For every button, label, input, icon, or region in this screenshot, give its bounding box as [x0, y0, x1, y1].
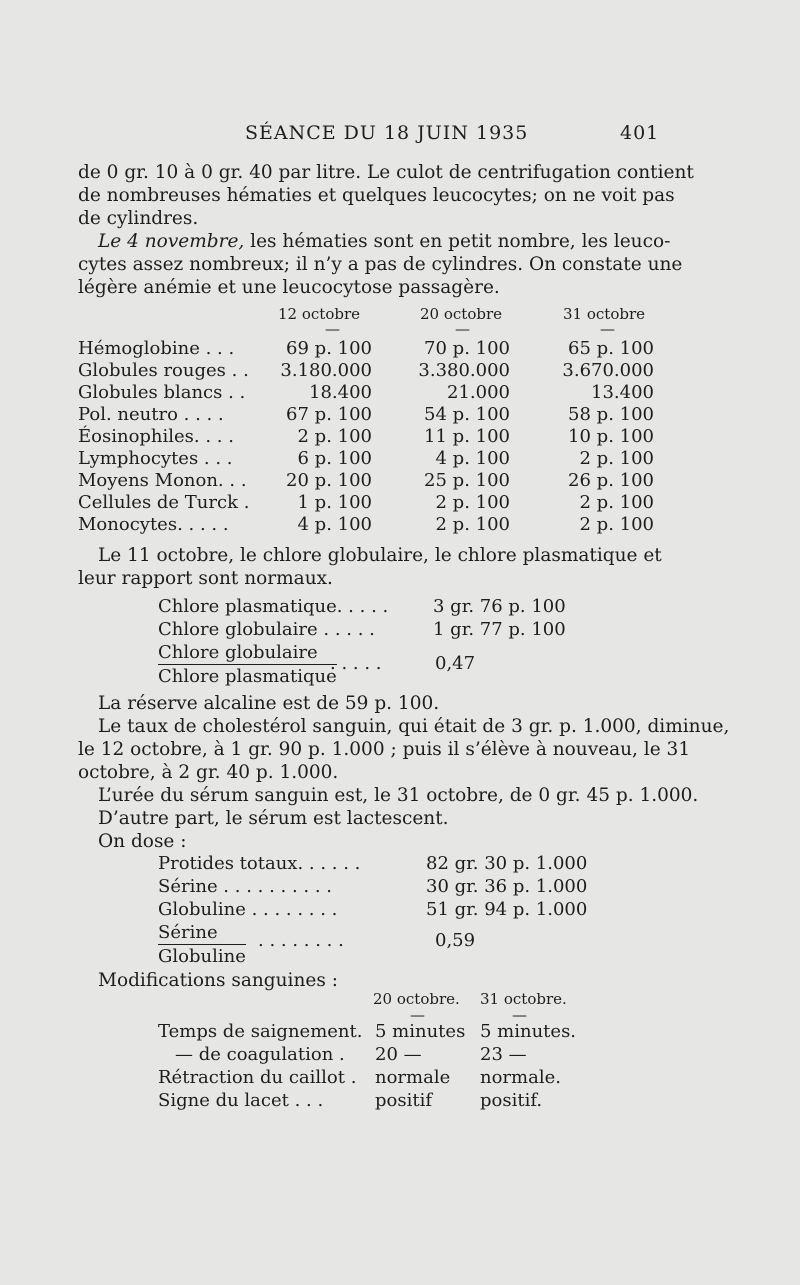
- protides-value: 82 gr. 30 p. 1.000: [426, 853, 588, 874]
- text-line: le 12 octobre, à 1 gr. 90 p. 1.000 ; puis il s’élève à nouveau, le 31: [78, 739, 691, 760]
- text-line: Le taux de cholestérol sanguin, qui était de 3 gr. p. 1.000, diminue,: [98, 716, 730, 737]
- header-dash: —: [512, 1006, 527, 1024]
- header-dash: —: [600, 320, 615, 338]
- text-line: [98, 231, 670, 253]
- cell: positif: [375, 1090, 433, 1111]
- cell: 58 p. 100: [568, 404, 654, 425]
- row-label: Globules rouges . .: [78, 360, 249, 381]
- cell: 2 p. 100: [579, 514, 654, 535]
- cell: positif.: [480, 1090, 543, 1111]
- text-line: octobre, à 2 gr. 40 p. 1.000.: [78, 762, 339, 783]
- cell: 54 p. 100: [424, 404, 510, 425]
- text-line: de cylindres.: [78, 208, 199, 229]
- protides-label: Globuline . . . . . . . .: [158, 899, 338, 920]
- protides-label: Protides totaux. . . . . .: [158, 853, 361, 874]
- cell: 2 p. 100: [579, 492, 654, 513]
- row-label: Globules blancs . .: [78, 382, 246, 403]
- text-line: La réserve alcaline est de 59 p. 100.: [98, 693, 440, 714]
- text-line: On dose :: [98, 831, 187, 852]
- chlore-label: Chlore globulaire . . . . .: [158, 619, 375, 640]
- row-label: Monocytes. . . . .: [78, 514, 229, 535]
- text-line: L’urée du sérum sanguin est, le 31 octobre, de 0 gr. 45 p. 1.000.: [98, 785, 699, 806]
- row-label: Éosinophiles. . . .: [78, 426, 234, 447]
- cell: 5 minutes.: [480, 1021, 577, 1042]
- cell: 26 p. 100: [568, 470, 654, 491]
- text-line: de 0 gr. 10 à 0 gr. 40 par litre. Le culot de centrifugation contient: [78, 162, 694, 183]
- cell: normale: [375, 1067, 451, 1088]
- text-span: les hématies sont en petit nombre, les leuco-: [244, 231, 671, 252]
- cell: 1 p. 100: [297, 492, 372, 513]
- cell: 20 —: [375, 1044, 422, 1065]
- cell: 4 p. 100: [435, 448, 510, 469]
- section-title: Modifications sanguines :: [98, 970, 338, 991]
- text-line: leur rapport sont normaux.: [78, 568, 333, 589]
- header-dash: —: [455, 320, 470, 338]
- header-dash: —: [325, 320, 340, 338]
- cell: 25 p. 100: [424, 470, 510, 491]
- cell: 2 p. 100: [435, 514, 510, 535]
- text-line: légère anémie et une leucocytose passagère.: [78, 277, 500, 298]
- column-header: 20 octobre: [420, 305, 502, 323]
- column-header: 31 octobre: [563, 305, 645, 323]
- protides-label: Sérine . . . . . . . . . .: [158, 876, 333, 897]
- cell: 2 p. 100: [579, 448, 654, 469]
- column-header: 12 octobre: [278, 305, 360, 323]
- cell: 21.000: [447, 382, 510, 403]
- cell: 20 p. 100: [286, 470, 372, 491]
- header-dash: —: [410, 1006, 425, 1024]
- cell: 18.400: [309, 382, 372, 403]
- fraction-numerator: Sérine: [158, 922, 246, 945]
- page-number: 401: [620, 122, 660, 144]
- cell: 5 minutes: [375, 1021, 466, 1042]
- chlore-value: 3 gr. 76 p. 100: [433, 596, 566, 617]
- cell: 4 p. 100: [297, 514, 372, 535]
- column-header: 20 octobre.: [373, 990, 460, 1008]
- row-label: Temps de saignement.: [158, 1021, 363, 1042]
- date-italic: Le 4 novembre,: [98, 231, 245, 252]
- cell: 2 p. 100: [435, 492, 510, 513]
- row-label: — de coagulation .: [175, 1044, 345, 1065]
- fraction-denominator: Globuline: [158, 946, 246, 967]
- cell: 6 p. 100: [297, 448, 372, 469]
- serine-ratio-fraction: [158, 922, 246, 967]
- text-line: de nombreuses hématies et quelques leucocytes; on ne voit pas: [78, 185, 675, 206]
- cell: 3.180.000: [280, 360, 372, 381]
- cell: 65 p. 100: [568, 338, 654, 359]
- fraction-denominator: Chlore plasmatique: [158, 666, 337, 687]
- cell: 23 —: [480, 1044, 527, 1065]
- cell: 2 p. 100: [297, 426, 372, 447]
- leader-dots: . . . . . . . .: [258, 930, 344, 951]
- text-line: D’autre part, le sérum est lactescent.: [98, 808, 449, 829]
- cell: 70 p. 100: [424, 338, 510, 359]
- protides-value: 51 gr. 94 p. 1.000: [426, 899, 588, 920]
- serine-ratio-value: 0,59: [435, 930, 476, 951]
- leader-dots: . . . . .: [330, 653, 382, 674]
- cell: 69 p. 100: [286, 338, 372, 359]
- row-label: Pol. neutro . . . .: [78, 404, 224, 425]
- row-label: Moyens Monon. . .: [78, 470, 247, 491]
- cell: 13.400: [591, 382, 654, 403]
- cell: normale.: [480, 1067, 561, 1088]
- row-label: Hémoglobine . . .: [78, 338, 235, 359]
- chlore-ratio-fraction: [158, 642, 337, 687]
- row-label: Signe du lacet . . .: [158, 1090, 324, 1111]
- chlore-ratio-value: 0,47: [435, 653, 476, 674]
- cell: 67 p. 100: [286, 404, 372, 425]
- cell: 3.670.000: [562, 360, 654, 381]
- cell: 3.380.000: [418, 360, 510, 381]
- text-line: Le 11 octobre, le chlore globulaire, le chlore plasmatique et: [98, 545, 662, 566]
- row-label: Rétraction du caillot .: [158, 1067, 357, 1088]
- chlore-value: 1 gr. 77 p. 100: [433, 619, 566, 640]
- fraction-numerator: Chlore globulaire: [158, 642, 337, 665]
- running-title: SÉANCE DU 18 JUIN 1935: [245, 122, 529, 144]
- column-header: 31 octobre.: [480, 990, 567, 1008]
- protides-value: 30 gr. 36 p. 1.000: [426, 876, 588, 897]
- chlore-label: Chlore plasmatique. . . . .: [158, 596, 389, 617]
- cell: 11 p. 100: [424, 426, 510, 447]
- text-line: cytes assez nombreux; il n’y a pas de cylindres. On constate une: [78, 254, 683, 275]
- cell: 10 p. 100: [568, 426, 654, 447]
- row-label: Cellules de Turck .: [78, 492, 250, 513]
- row-label: Lymphocytes . . .: [78, 448, 233, 469]
